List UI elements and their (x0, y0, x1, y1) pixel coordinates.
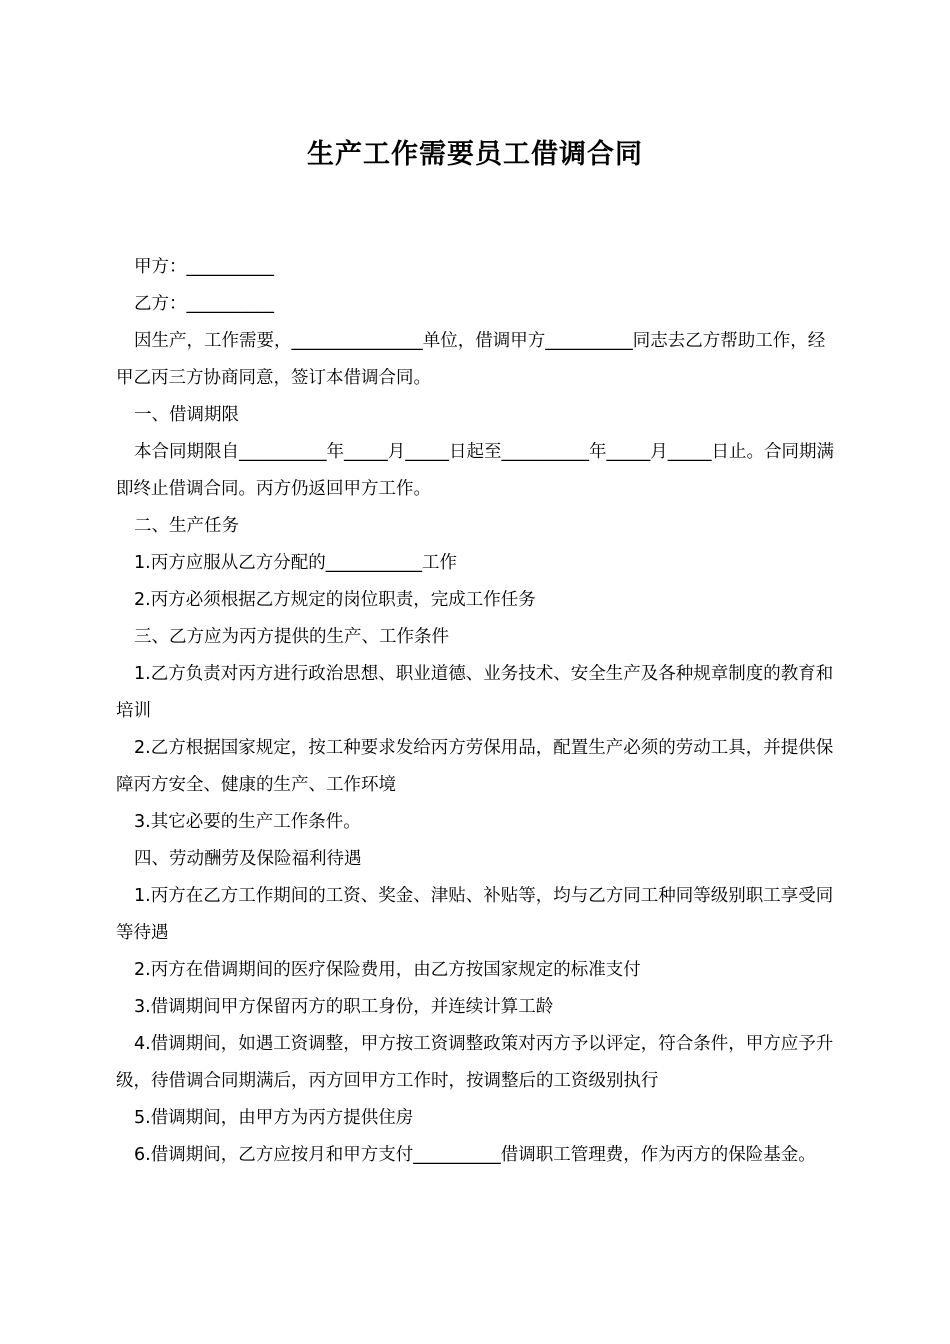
party-a-line: 甲方：__________ (134, 257, 274, 277)
document-body (116, 249, 836, 1174)
section-heading-term: 一、借调期限 (134, 405, 239, 425)
condition-item-2: 2.乙方根据国家规定，按工种要求发给丙方劳保用品，配置生产必须的劳动工具，并提供保障丙方安全、健康的生产、工作环境 (116, 738, 834, 795)
benefit-item-3: 3.借调期间甲方保留丙方的职工身份，并连续计算工龄 (134, 997, 554, 1017)
section-heading-tasks: 二、生产任务 (134, 516, 239, 536)
document-title: 生产工作需要员工借调合同 (307, 139, 643, 170)
party-b-line: 乙方：__________ (134, 294, 274, 314)
task-item-2: 2.丙方必须根据乙方规定的岗位职责，完成工作任务 (134, 590, 536, 610)
section-heading-benefits: 四、劳动酬劳及保险福利待遇 (134, 849, 362, 869)
benefit-item-1: 1.丙方在乙方工作期间的工资、奖金、津贴、补贴等，均与乙方同工种同等级别职工享受同等待遇 (116, 886, 834, 943)
condition-item-3: 3.其它必要的生产工作条件。 (134, 812, 361, 832)
benefit-item-2: 2.丙方在借调期间的医疗保险费用，由乙方按国家规定的标准支付 (134, 960, 641, 980)
benefit-item-6: 6.借调期间，乙方应按月和甲方支付__________借调职工管理费，作为丙方的保险基金。 (134, 1145, 816, 1165)
benefit-item-4: 4.借调期间，如遇工资调整，甲方按工资调整政策对丙方予以评定，符合条件，甲方应予升级，待借调合同期满后，丙方回甲方工作时，按调整后的工资级别执行 (116, 1034, 834, 1091)
intro-paragraph: 因生产，工作需要，_______________单位，借调甲方__________同志去乙方帮助工作，经甲乙丙三方协商同意，签订本借调合同。 (116, 331, 826, 388)
task-item-1: 1.丙方应服从乙方分配的___________工作 (134, 553, 457, 573)
section-heading-conditions: 三、乙方应为丙方提供的生产、工作条件 (134, 627, 449, 647)
benefit-item-5: 5.借调期间，由甲方为丙方提供住房 (134, 1108, 414, 1128)
term-paragraph: 本合同期限自__________年_____月_____日起至__________年_____月_____日止。合同期满即终止借调合同。丙方仍返回甲方工作。 (116, 442, 834, 499)
condition-item-1: 1.乙方负责对丙方进行政治思想、职业道德、业务技术、安全生产及各种规章制度的教育和培训 (116, 664, 834, 721)
